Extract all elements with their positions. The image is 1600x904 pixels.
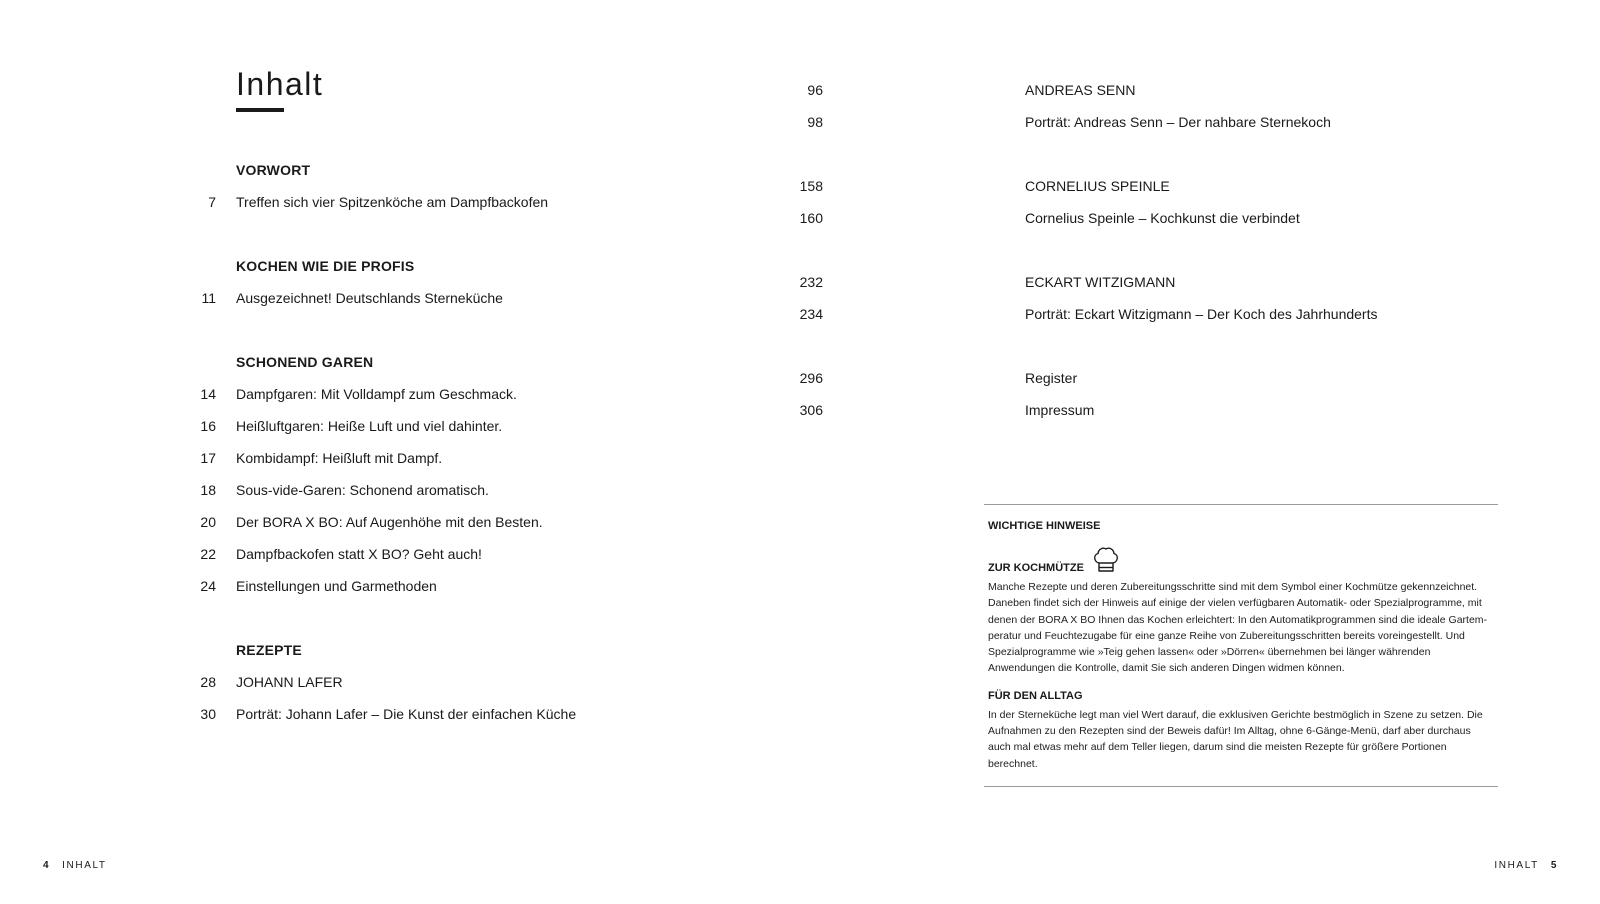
toc-page-number: 160 <box>799 210 823 226</box>
toc-page-number: 158 <box>799 178 823 194</box>
right-page <box>800 0 1600 904</box>
toc-entry-title: Dampfgaren: Mit Volldampf zum Geschmack. <box>236 386 517 402</box>
toc-entry[interactable] <box>800 273 1600 291</box>
toc-entry[interactable] <box>0 705 800 723</box>
toc-entry-title: Treffen sich vier Spitzenköche am Dampfbackofen <box>236 194 549 210</box>
toc-entry[interactable] <box>0 673 800 691</box>
toc-entry-title: Kombidampf: Heißluft mit Dampf. <box>236 450 443 466</box>
toc-entry[interactable] <box>0 481 800 499</box>
toc-entry[interactable] <box>0 385 800 403</box>
toc-entry-title: Sous-vide-Garen: Schonend aromatisch. <box>236 482 489 498</box>
toc-page-number: 24 <box>200 578 216 594</box>
toc-entry-title: Heißluftgaren: Heiße Luft und viel dahinter. <box>236 418 503 434</box>
toc-entry-title: Cornelius Speinle – Kochkunst die verbindet <box>1025 210 1300 226</box>
notes-title: WICHTIGE HINWEISE <box>988 520 1101 532</box>
toc-entry-title: Der BORA X BO: Auf Augenhöhe mit den Besten. <box>236 514 543 530</box>
toc-entry[interactable] <box>800 209 1600 227</box>
toc-page-number: 16 <box>200 418 216 434</box>
toc-page-number: 28 <box>200 674 216 690</box>
toc-heading-vorwort: VORWORT <box>236 162 311 178</box>
toc-page-number: 306 <box>799 402 823 418</box>
toc-entry[interactable] <box>800 113 1600 131</box>
footer-page-number: 5 <box>1550 860 1558 871</box>
toc-heading-schonend: SCHONEND GAREN <box>236 354 374 370</box>
toc-page-number: 98 <box>807 114 823 130</box>
toc-page-number: 296 <box>799 370 823 386</box>
footer-label: INHALT <box>62 860 107 871</box>
toc-entry[interactable] <box>800 369 1600 387</box>
chef-hat-icon <box>1092 545 1120 575</box>
toc-entry[interactable] <box>0 545 800 563</box>
toc-page-number: 11 <box>201 290 216 306</box>
footer-page-number: 4 <box>43 860 51 871</box>
toc-entry-title: ECKART WITZIGMANN <box>1025 274 1176 290</box>
toc-entry[interactable] <box>0 417 800 435</box>
toc-heading-kochen: KOCHEN WIE DIE PROFIS <box>236 258 415 274</box>
footer-right <box>1494 860 1558 872</box>
toc-entry[interactable] <box>800 81 1600 99</box>
notes-section2-title: FÜR DEN ALLTAG <box>988 689 1083 702</box>
toc-entry-title: JOHANN LAFER <box>236 674 343 690</box>
footer-label: INHALT <box>1494 860 1539 871</box>
toc-entry[interactable] <box>0 289 800 307</box>
toc-entry-title: Impressum <box>1025 402 1095 418</box>
notes-section2-text: In der Sterneküche legt man viel Wert darauf, die exklusiven Gerichte bestmöglich in Szene zu setzen. Die Aufnahmen zu den Rezepten sind der Beweis dafür! Im Alltag, ohne 6-Gänge-Menü, darf aber durchaus auch mal etwas mehr auf dem Teller liegen, darum sind die meisten Rezepte für größere Portionen berechnet. <box>988 708 1483 770</box>
toc-entry[interactable] <box>0 577 800 595</box>
toc-entry[interactable] <box>0 449 800 467</box>
page-title: Inhalt <box>236 66 324 102</box>
toc-entry-title: Porträt: Johann Lafer – Die Kunst der einfachen Küche <box>236 706 577 722</box>
toc-entry-title: Dampfbackofen statt X BO? Geht auch! <box>236 546 482 562</box>
toc-page-number: 18 <box>200 482 216 498</box>
toc-entry[interactable] <box>800 177 1600 195</box>
toc-entry-title: Porträt: Eckart Witzigmann – Der Koch des Jahrhunderts <box>1025 306 1378 322</box>
toc-entry-title: Ausgezeichnet! Deutschlands Sterneküche <box>236 290 503 306</box>
toc-entry[interactable] <box>0 513 800 531</box>
toc-page-number: 7 <box>208 194 216 210</box>
toc-entry[interactable] <box>800 305 1600 323</box>
footer-left <box>43 860 107 872</box>
toc-entry-title: CORNELIUS SPEINLE <box>1025 178 1170 194</box>
toc-entry[interactable] <box>800 401 1600 419</box>
toc-page-number: 20 <box>200 514 216 530</box>
toc-page-number: 14 <box>200 386 216 402</box>
notes-section1-text: Manche Rezepte und deren Zubereitungsschritte sind mit dem Symbol einer Kochmütze gekennzeichnet. Daneben findet sich der Hinweis auf einige der vielen verfügbaren Automatik- oder Spezialprogramme, mit denen der BORA X BO Ihnen das Kochen erleichtert: In den Automatikprogrammen sind die ideale Gartemperatur und Feuchtezugabe für eine ganze Reihe von Zubereitungsschritten bereits voreingestellt. Und Spezialprogramme wie »Teig gehen lassen« oder »Dörren« übernehmen bei länger währenden Anwendungen die Kontrolle, damit Sie sich anderen Dingen widmen können. <box>988 581 1488 675</box>
toc-page-number: 96 <box>807 82 823 98</box>
toc-page-number: 17 <box>200 450 216 466</box>
notes-section1-title: ZUR KOCHMÜTZE <box>988 562 1084 574</box>
toc-entry[interactable] <box>0 193 800 211</box>
toc-heading-rezepte: REZEPTE <box>236 642 302 658</box>
toc-entry-title: Register <box>1025 370 1078 386</box>
toc-page-number: 232 <box>799 274 823 290</box>
toc-page-number: 30 <box>200 706 216 722</box>
notes-section-chef-hat <box>988 545 1494 575</box>
toc-entry-title: Porträt: Andreas Senn – Der nahbare Sternekoch <box>1025 114 1331 130</box>
toc-page-number: 234 <box>799 306 823 322</box>
toc-page-number: 22 <box>200 546 216 562</box>
toc-entry-title: Einstellungen und Garmethoden <box>236 578 437 594</box>
toc-entry-title: ANDREAS SENN <box>1025 82 1136 98</box>
important-notes-box <box>984 504 1498 787</box>
